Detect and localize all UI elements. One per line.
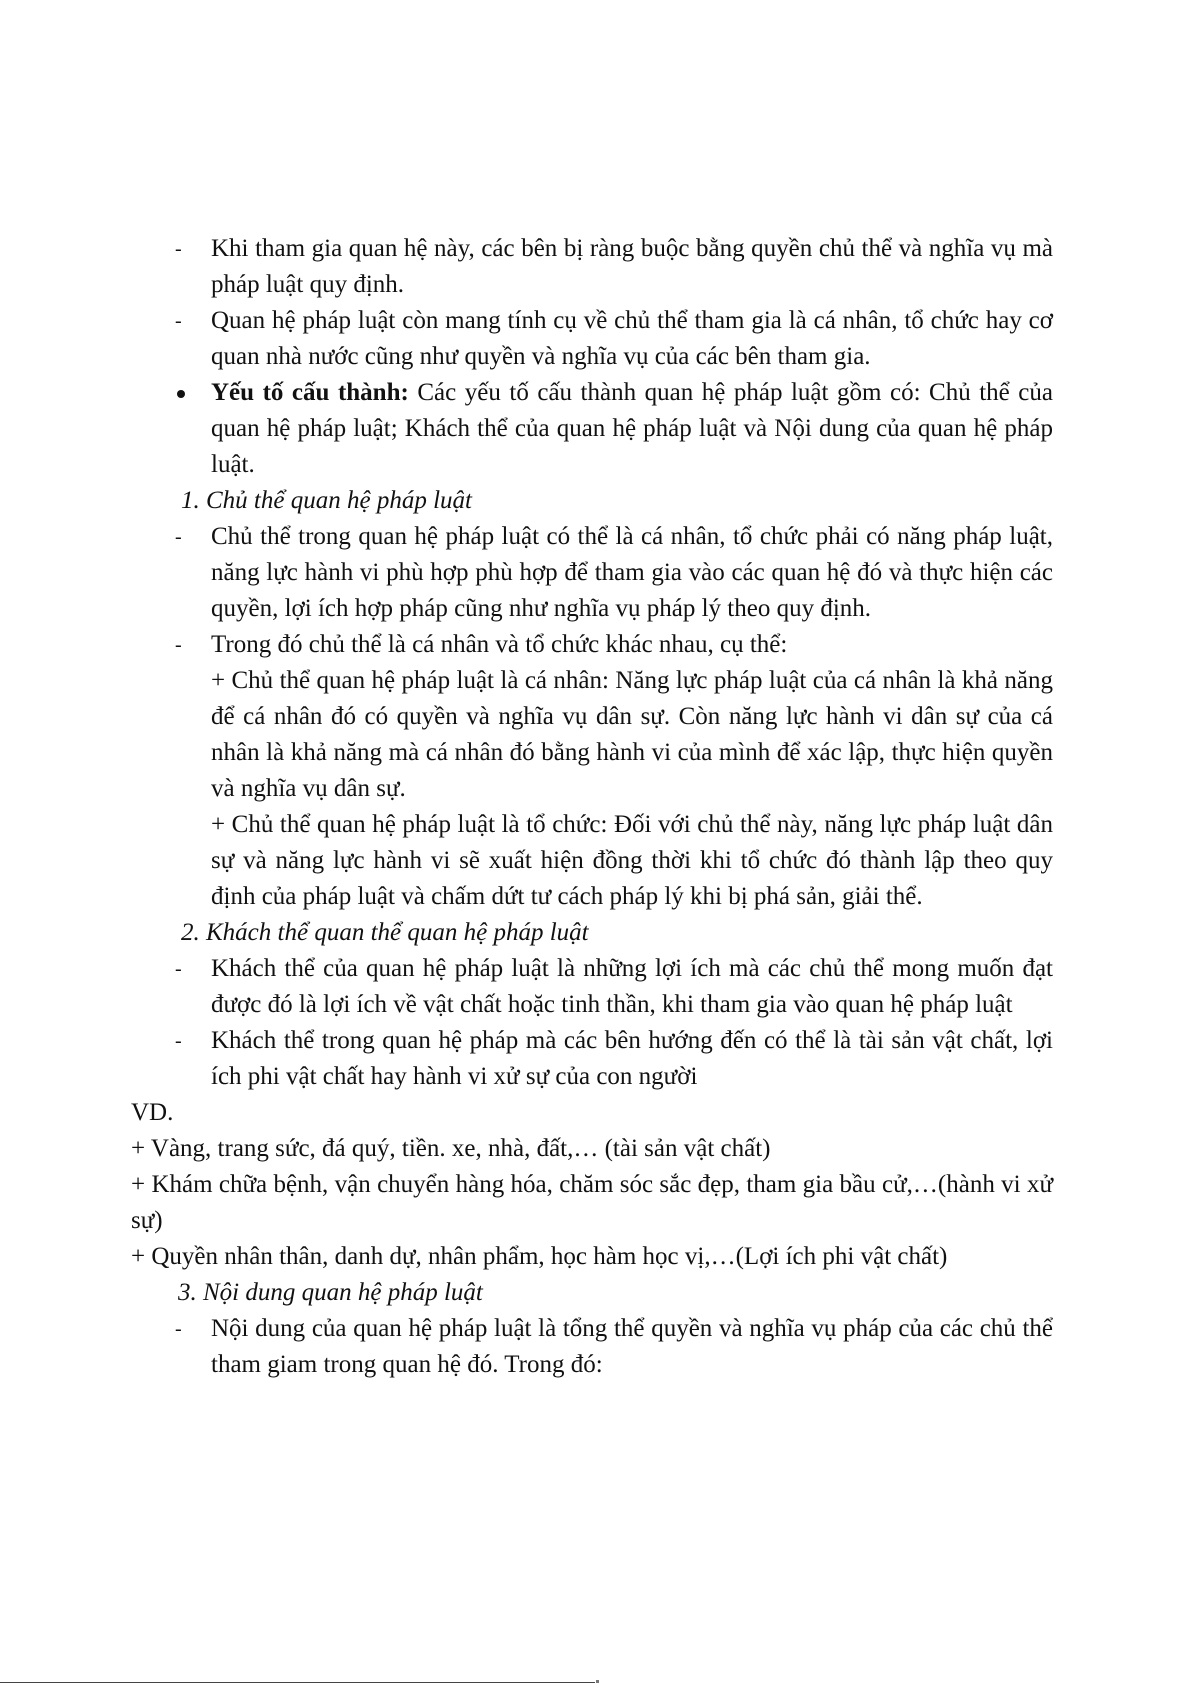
paragraph-text: Khách thể trong quan hệ pháp mà các bên hướng đến có thể là tài sản vật chất, lợi ích phi vật chất hay hành vi xử sự của con người — [211, 1027, 1053, 1090]
section-heading-2: 2. Khách thể quan thể quan hệ pháp luật — [181, 919, 589, 946]
paragraph-text: Chủ thể trong quan hệ pháp luật có thể là cá nhân, tổ chức phải có năng pháp luật, năng lực hành vi phù hợp phù hợp để tham gia vào các quan hệ đó và thực hiện các quyền, lợi ích hợp pháp cũng như nghĩa vụ pháp lý theo quy định. — [211, 523, 1053, 622]
paragraph-text: Nội dung của quan hệ pháp luật là tổng thể quyền và nghĩa vụ pháp của các chủ thể tham giam trong quan hệ đó. Trong đó: — [211, 1315, 1053, 1378]
dash-marker: - — [175, 526, 182, 548]
paragraph-text: Trong đó chủ thể là cá nhân và tổ chức khác nhau, cụ thể: — [211, 631, 788, 658]
example-line: + Vàng, trang sức, đá quý, tiền. xe, nhà, đất,… (tài sản vật chất) — [131, 1135, 771, 1162]
example-line: + Khám chữa bệnh, vận chuyển hàng hóa, chăm sóc sắc đẹp, tham gia bầu cử,…(hành vi xử sự) — [131, 1171, 1053, 1234]
dash-marker: - — [175, 958, 182, 980]
example-line: + Quyền nhân thân, danh dự, nhân phẩm, học hàm học vị,…(Lợi ích phi vật chất) — [131, 1243, 948, 1270]
dash-marker: - — [175, 1030, 182, 1052]
dash-marker: - — [175, 310, 182, 332]
dash-item — [141, 303, 1053, 375]
sub-paragraph: + Chủ thể quan hệ pháp luật là cá nhân: Năng lực pháp luật của cá nhân là khả năng để cá nhân đó có quyền và nghĩa vụ dân sự. Còn năng lực hành vi dân sự của cá nhân là khả năng mà cá nhân đó bằng hành vi của mình để xác lập, thực hiện quyền và nghĩa vụ dân sự. — [211, 667, 1053, 802]
section-heading-3: 3. Nội dung quan hệ pháp luật — [178, 1279, 483, 1306]
footer-divider — [0, 1682, 595, 1683]
paragraph-text: Khách thể của quan hệ pháp luật là những lợi ích mà các chủ thể mong muốn đạt được đó là lợi ích về vật chất hoặc tinh thần, khi tham gia vào quan hệ pháp luật — [211, 955, 1053, 1018]
dash-item — [141, 1023, 1053, 1095]
paragraph-text: Khi tham gia quan hệ này, các bên bị ràng buộc bằng quyền chủ thể và nghĩa vụ mà pháp luật quy định. — [211, 235, 1053, 298]
bullet-item — [141, 375, 1053, 483]
dash-item — [141, 1311, 1053, 1383]
paragraph-text: Quan hệ pháp luật còn mang tính cụ về chủ thể tham gia là cá nhân, tổ chức hay cơ quan nhà nước cũng như quyền và nghĩa vụ của các bên tham gia. — [211, 307, 1053, 370]
dash-item — [141, 951, 1053, 1023]
dash-item — [141, 231, 1053, 303]
dash-marker: - — [175, 1318, 182, 1340]
bold-label: Yếu tố cấu thành: — [211, 379, 409, 406]
dash-marker: - — [175, 238, 182, 260]
dash-item — [141, 627, 1053, 663]
dash-item — [141, 519, 1053, 627]
paragraph-text: Các yếu tố cấu thành quan hệ pháp luật gồm có: Chủ thể của quan hệ pháp luật; Khách thể của quan hệ pháp luật và Nội dung của quan hệ pháp luật. — [211, 379, 1053, 478]
example-label: VD. — [131, 1099, 174, 1126]
section-heading-1: 1. Chủ thể quan hệ pháp luật — [181, 487, 472, 514]
document-body — [131, 231, 1053, 1383]
footer-dot — [596, 1680, 599, 1683]
dash-marker: - — [175, 634, 182, 656]
sub-paragraph: + Chủ thể quan hệ pháp luật là tổ chức: Đối với chủ thể này, năng lực pháp luật dân sự và năng lực hành vi sẽ xuất hiện đồng thời khi tổ chức đó thành lập theo quy định của pháp luật và chấm dứt tư cách pháp lý khi bị phá sản, giải thể. — [211, 811, 1053, 910]
